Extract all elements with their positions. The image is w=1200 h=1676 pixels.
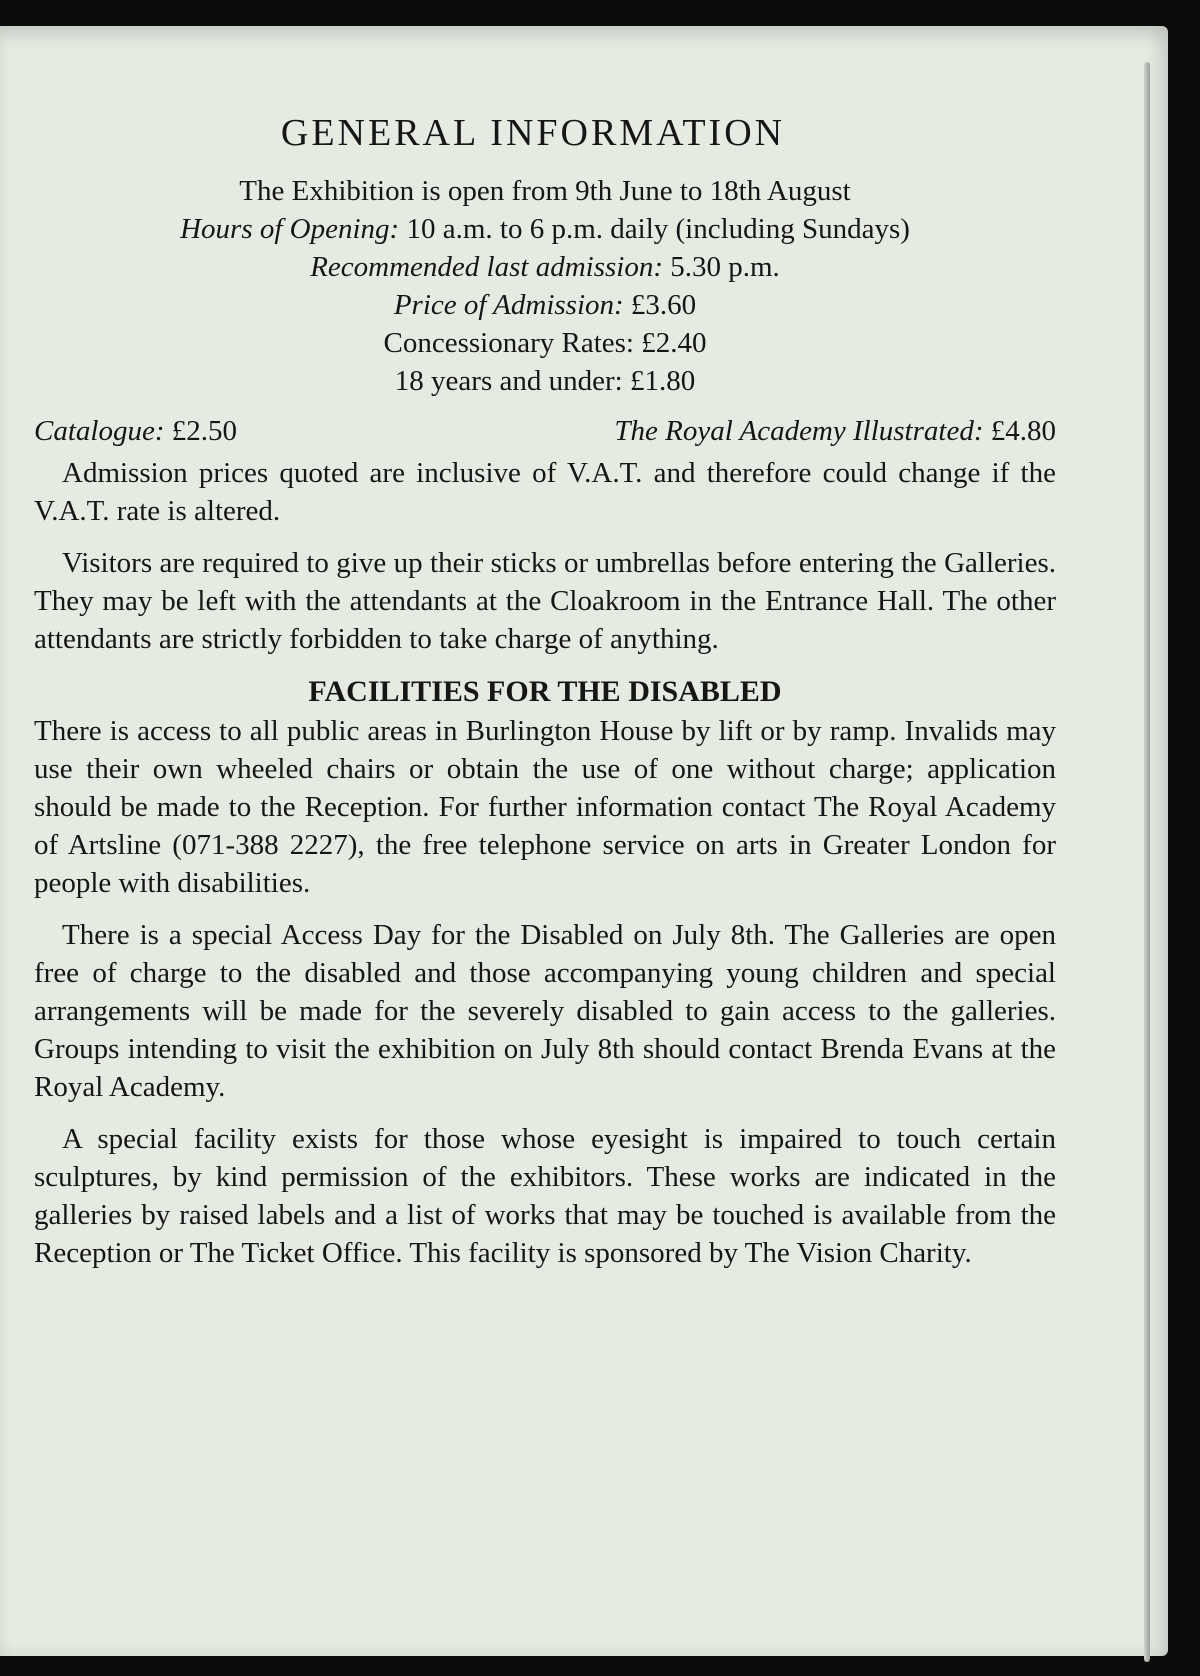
visitors-paragraph: Visitors are required to give up their sticks or umbrellas before entering the Galleries. They may be left with the attendants at the Cloakroom in the Entrance Hall. The other attendants are strictly forbidden to take charge of anything. (34, 547, 1056, 655)
access-day-paragraph: There is a special Access Day for the Disabled on July 8th. The Galleries are open free of charge to the disabled and those accompanying young children and special arrangements will be made for the severely disabled to gain access to the galleries. Groups intending to visit the exhibition on July 8th should contact Brenda Evans at the Royal Academy. (34, 919, 1056, 1103)
book-page (0, 26, 1168, 1656)
access-paragraph: There is access to all public areas in Burlington House by lift or by ramp. Invalids may use their own wheeled chairs or obtain the use of one without charge; application should be made to the Reception. For further information contact The Royal Academy of Artsline (071-388 2227), the free telephone service on arts in Greater London for people with disabilities. (34, 715, 1056, 899)
concessionary-rates: Concessionary Rates: £2.40 (383, 327, 707, 359)
opening-hours (34, 210, 1056, 248)
catalogue-price (34, 412, 237, 450)
publication-prices (34, 412, 1056, 450)
page-title: GENERAL INFORMATION (280, 112, 786, 154)
page-edge (1144, 62, 1150, 1662)
catalogue-label: Catalogue: (34, 415, 165, 447)
page-content (34, 110, 1056, 1286)
youth-rate: 18 years and under: £1.80 (394, 365, 696, 397)
disabled-facilities-heading: FACILITIES FOR THE DISABLED (308, 675, 782, 708)
opening-hours-value: 10 a.m. to 6 p.m. daily (including Sundays) (406, 213, 910, 245)
illustrated-label: The Royal Academy Illustrated: (614, 415, 984, 447)
eyesight-paragraph: A special facility exists for those whose eyesight is impaired to touch certain sculptures, by kind permission of the exhibitors. These works are indicated in the galleries by raised labels and a list of works that may be touched is available from the Reception or The Ticket Office. This facility is sponsored by The Vision Charity. (34, 1123, 1056, 1269)
illustrated-price (614, 412, 1056, 450)
catalogue-value: £2.50 (171, 415, 237, 447)
admission-price-value: £3.60 (630, 289, 697, 321)
vat-paragraph: Admission prices quoted are inclusive of V.A.T. and therefore could change if the V.A.T. rate is altered. (34, 457, 1056, 527)
illustrated-value: £4.80 (990, 415, 1056, 447)
opening-hours-label: Hours of Opening: (180, 213, 400, 245)
exhibition-dates: The Exhibition is open from 9th June to 18th August (239, 175, 851, 207)
last-admission-label: Recommended last admission: (310, 251, 663, 283)
admission-price (34, 286, 1056, 324)
last-admission (34, 248, 1056, 286)
admission-price-label: Price of Admission: (393, 289, 624, 321)
last-admission-value: 5.30 p.m. (670, 251, 780, 283)
